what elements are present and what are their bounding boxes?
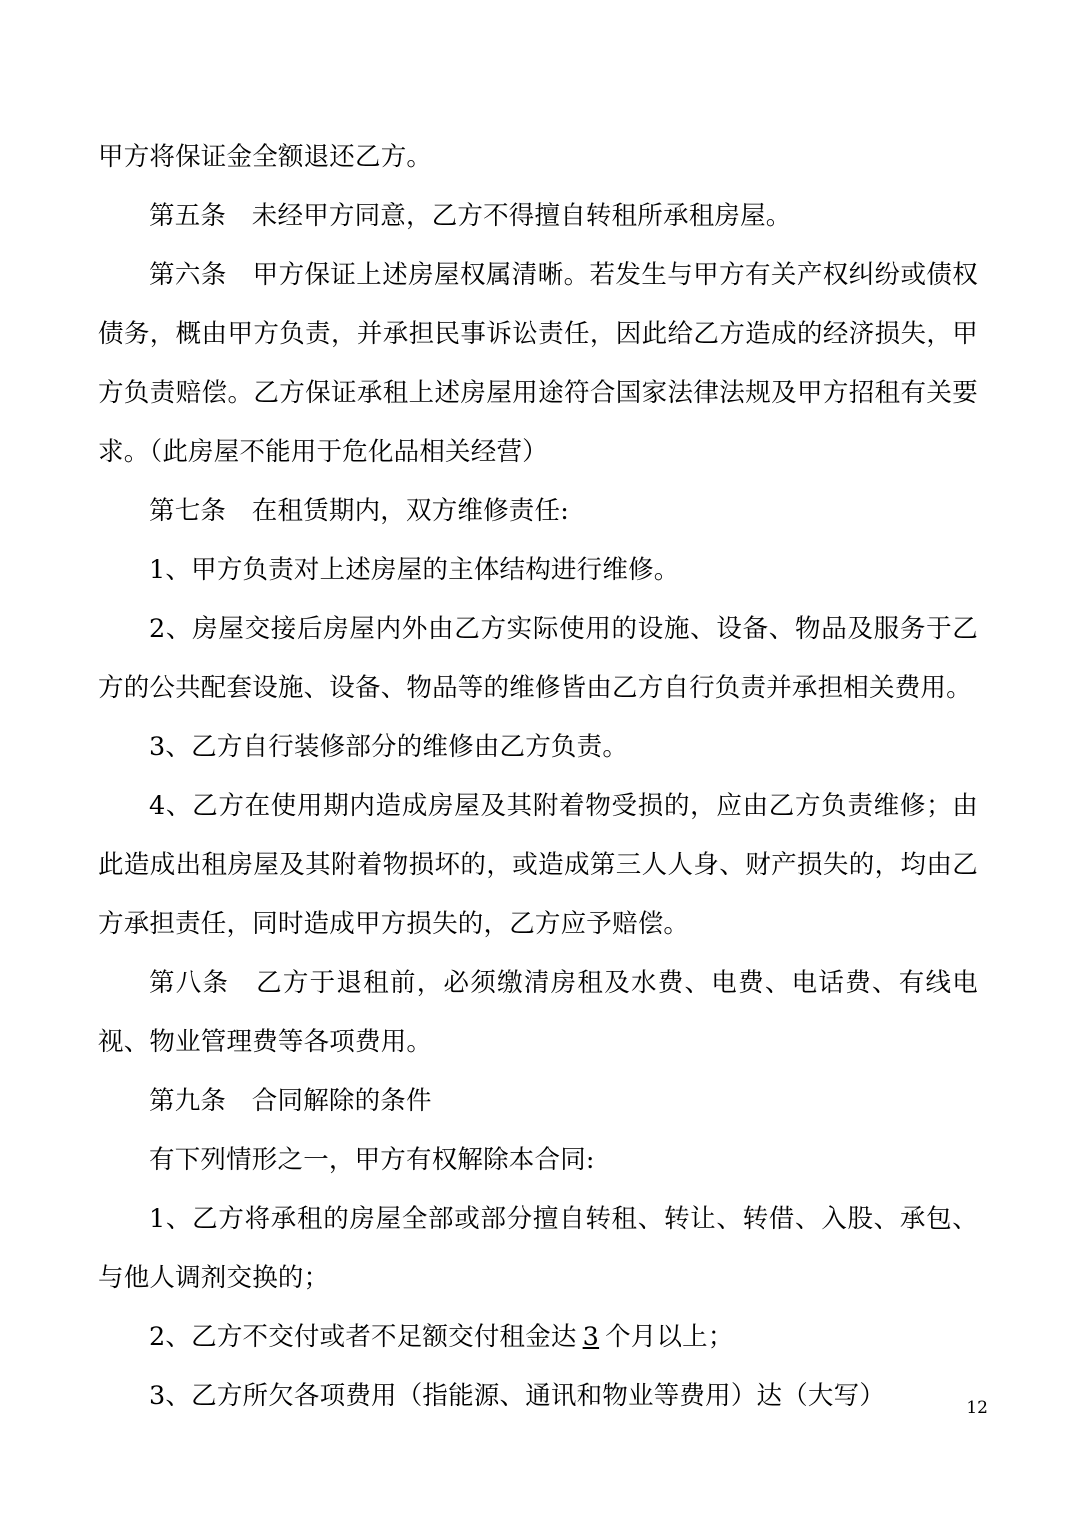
paragraph-article-7-item-2: 2、房屋交接后房屋内外由乙方实际使用的设施、设备、物品及服务于乙方的公共配套设施、设备、物品等的维修皆由乙方自行负责并承担相关费用。 <box>98 614 978 703</box>
paragraph-article-9-item-3: 3、乙方所欠各项费用（指能源、通讯和物业等费用）达（大写） <box>149 1381 886 1411</box>
paragraph-article-7-item-1: 1、甲方负责对上述房屋的主体结构进行维修。 <box>149 555 680 585</box>
document-body <box>98 128 978 1426</box>
paragraph-article-9-item-2-text-after: 个月以上； <box>605 1322 734 1352</box>
paragraph-article-7-item-3: 3、乙方自行装修部分的维修由乙方负责。 <box>149 732 629 762</box>
paragraph-article-9-item-1: 1、乙方将承租的房屋全部或部分擅自转租、转让、转借、入股、承包、与他人调剂交换的； <box>98 1204 978 1293</box>
paragraph-article-9: 第九条 合同解除的条件 <box>149 1086 432 1116</box>
paragraph-article-8: 第八条 乙方于退租前，必须缴清房租及水费、电费、电话费、有线电视、物业管理费等各项费用。 <box>98 968 978 1057</box>
paragraph-article-9-item-2-text-before: 2、乙方不交付或者不足额交付租金达 <box>149 1322 577 1352</box>
paragraph-article-9-intro: 有下列情形之一，甲方有权解除本合同: <box>149 1145 595 1175</box>
paragraph-article-6: 第六条 甲方保证上述房屋权属清晰。若发生与甲方有关产权纠纷或债权债务，概由甲方负责，并承担民事诉讼责任，因此给乙方造成的经济损失，甲方负责赔偿。乙方保证承租上述房屋用途符合国家法律法规及甲方招租有关要求。（此房屋不能用于危化品相关经营） <box>98 260 978 467</box>
paragraph-article-5: 第五条 未经甲方同意，乙方不得擅自转租所承租房屋。 <box>149 201 792 231</box>
rent-overdue-months-value: 3 <box>582 1322 600 1352</box>
paragraph-article-9-item-2 <box>98 1308 978 1367</box>
paragraph-article-7-item-4: 4、乙方在使用期内造成房屋及其附着物受损的，应由乙方负责维修；由此造成出租房屋及其附着物损坏的，或造成第三人人身、财产损失的，均由乙方承担责任，同时造成甲方损失的，乙方应予赔偿。 <box>98 791 978 939</box>
paragraph-deposit-return: 甲方将保证金全额退还乙方。 <box>98 142 433 172</box>
page-number: 12 <box>966 1398 988 1418</box>
paragraph-article-7: 第七条 在租赁期内，双方维修责任: <box>149 496 569 526</box>
